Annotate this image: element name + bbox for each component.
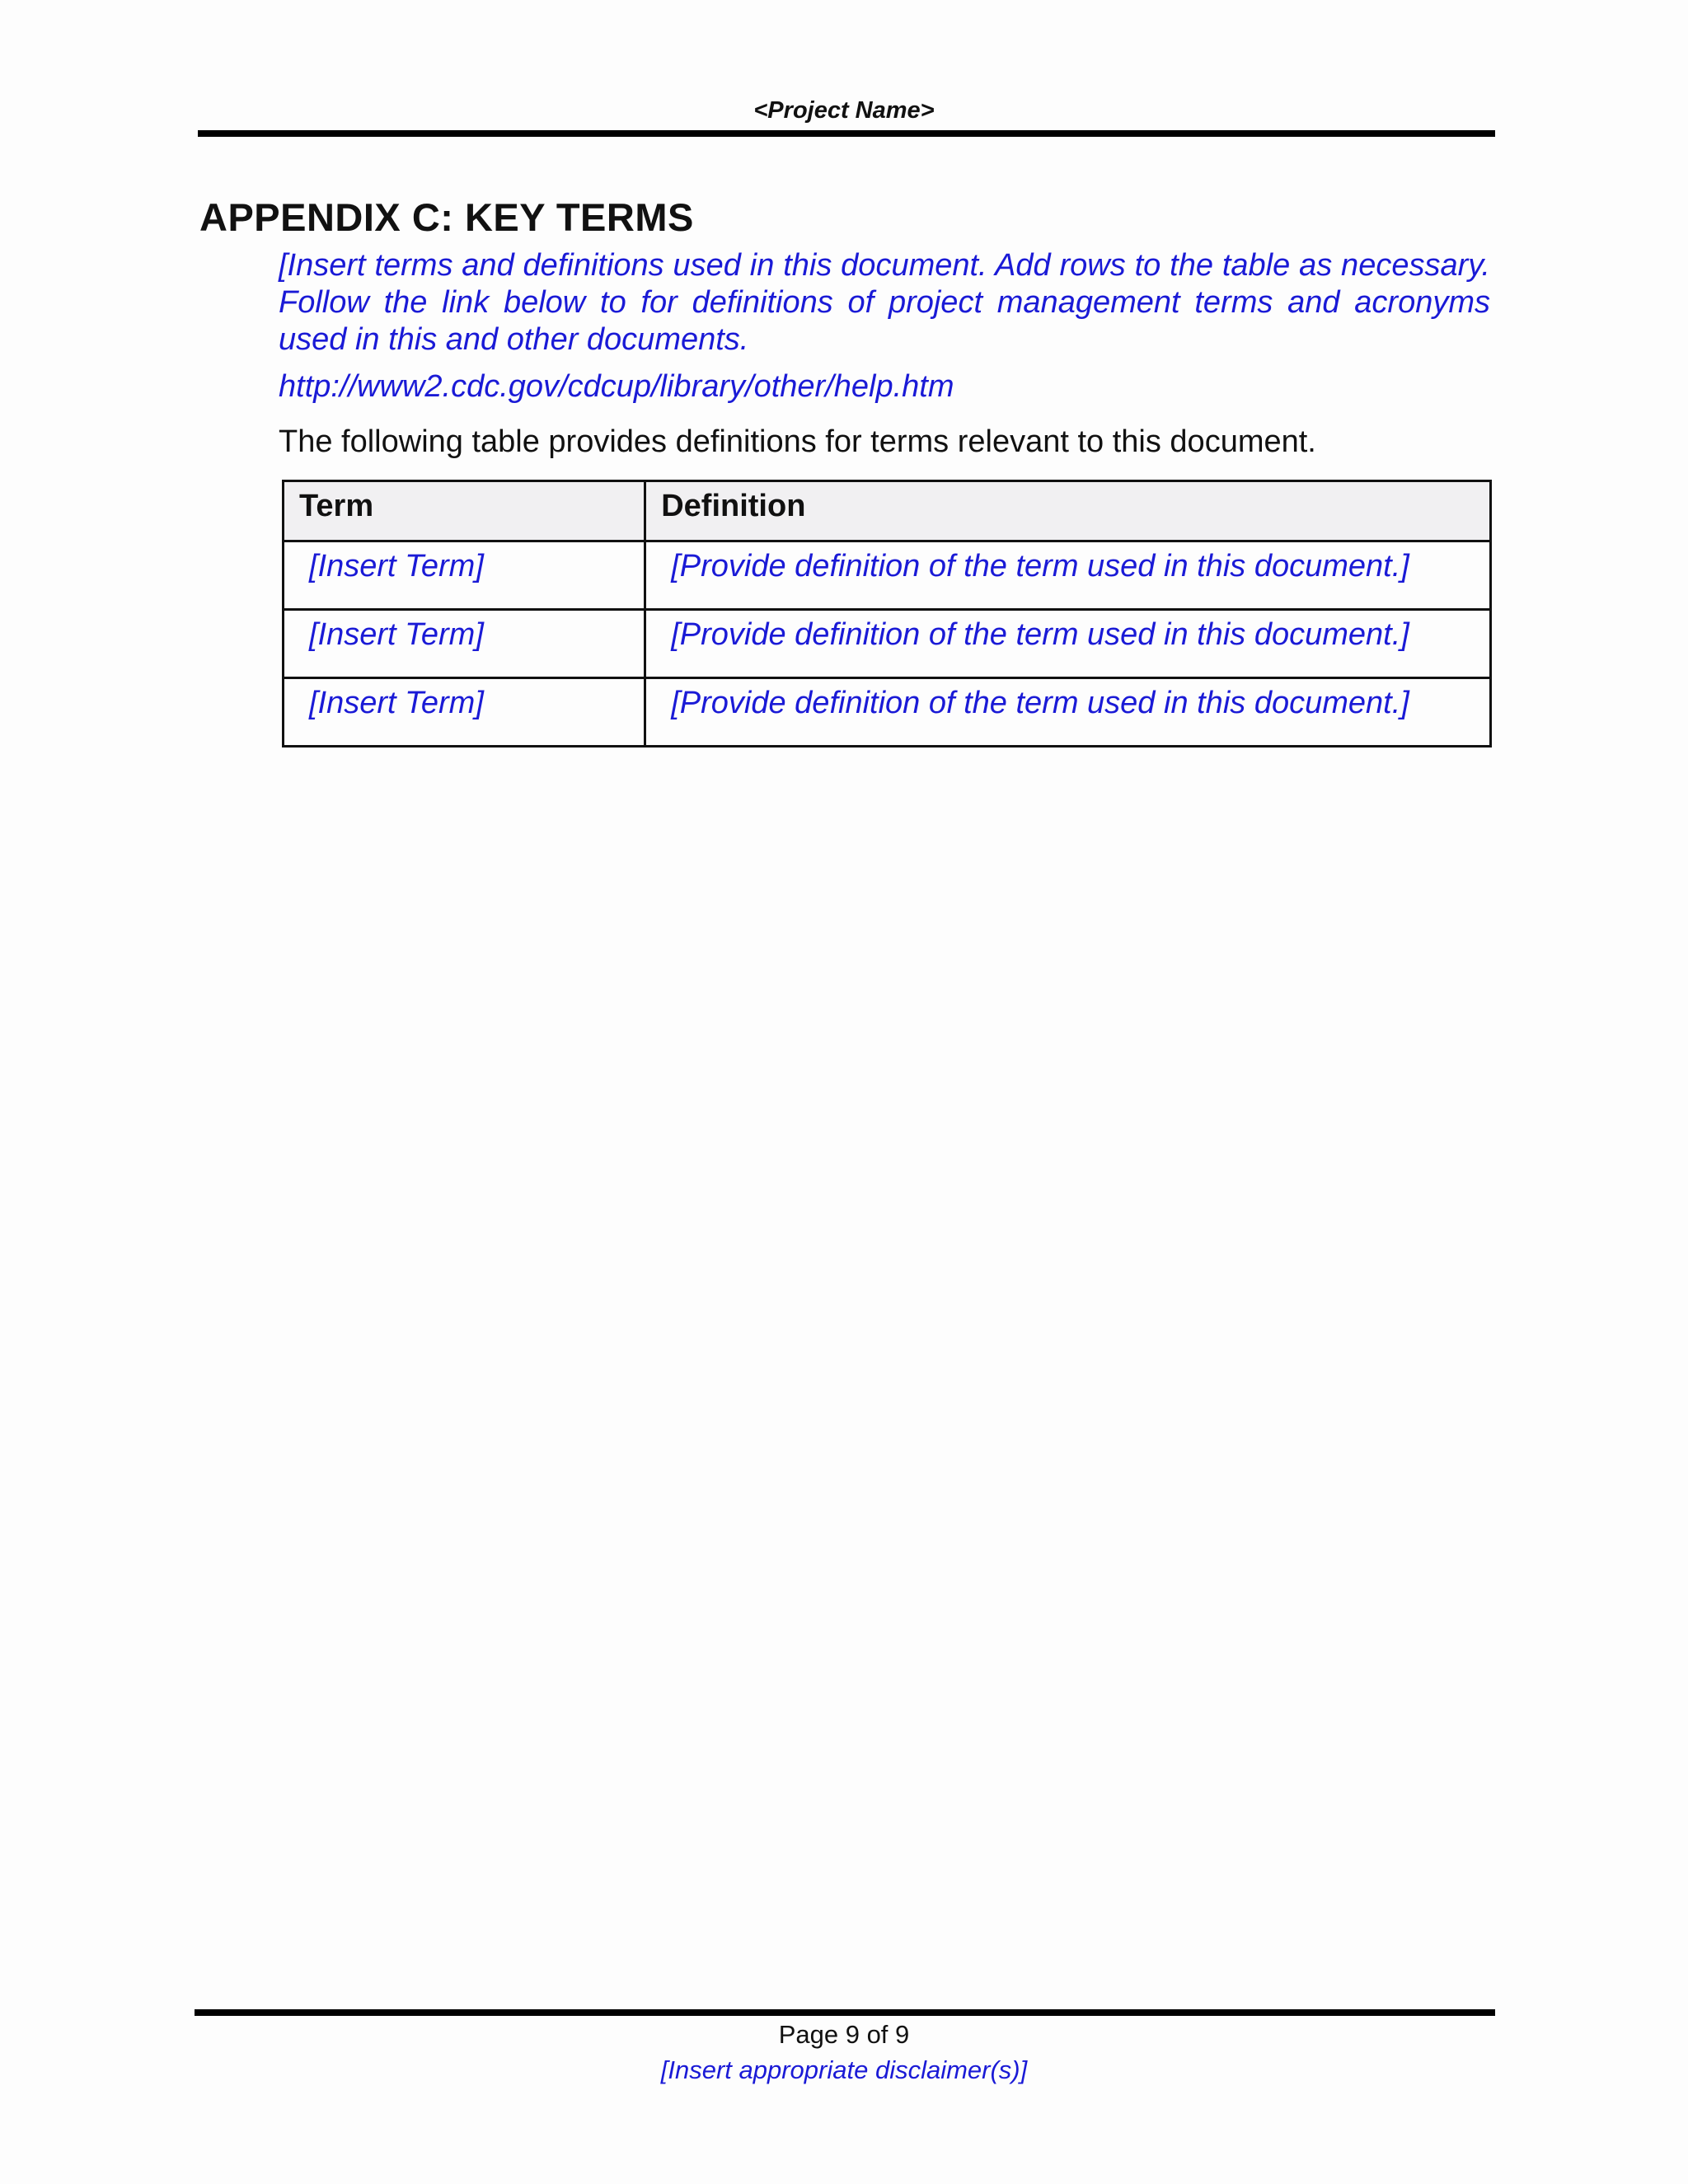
table-row [284, 678, 1491, 747]
term-cell[interactable]: [Insert Term] [284, 610, 645, 678]
column-header-definition: Definition [645, 481, 1491, 541]
definition-cell[interactable]: [Provide definition of the term used in this document.] [645, 678, 1491, 747]
column-header-term: Term [284, 481, 645, 541]
table-row [284, 541, 1491, 610]
page-number: Page 9 of 9 [778, 2020, 910, 2049]
table-intro-text: The following table provides definitions for terms relevant to this document. [279, 424, 1316, 459]
page-header-title: <Project Name> [753, 97, 935, 124]
term-cell[interactable]: [Insert Term] [284, 541, 645, 610]
table-header-row [284, 481, 1491, 541]
table-row [284, 610, 1491, 678]
instructions-text: [Insert terms and definitions used in this document. Add rows to the table as necessary. Follow the link below to for definitions of project management terms and acronyms used in this and other documents. [279, 248, 1490, 357]
definition-cell[interactable]: [Provide definition of the term used in this document.] [645, 541, 1491, 610]
header-divider [198, 130, 1495, 137]
appendix-heading: APPENDIX C: KEY TERMS [199, 195, 694, 239]
definition-cell[interactable]: [Provide definition of the term used in this document.] [645, 610, 1491, 678]
help-link[interactable]: http://www2.cdc.gov/cdcup/library/other/help.htm [279, 369, 954, 404]
term-cell[interactable]: [Insert Term] [284, 678, 645, 747]
key-terms-table [282, 480, 1492, 748]
footer-disclaimer: [Insert appropriate disclaimer(s)] [660, 2055, 1028, 2084]
footer-divider [195, 2009, 1495, 2016]
